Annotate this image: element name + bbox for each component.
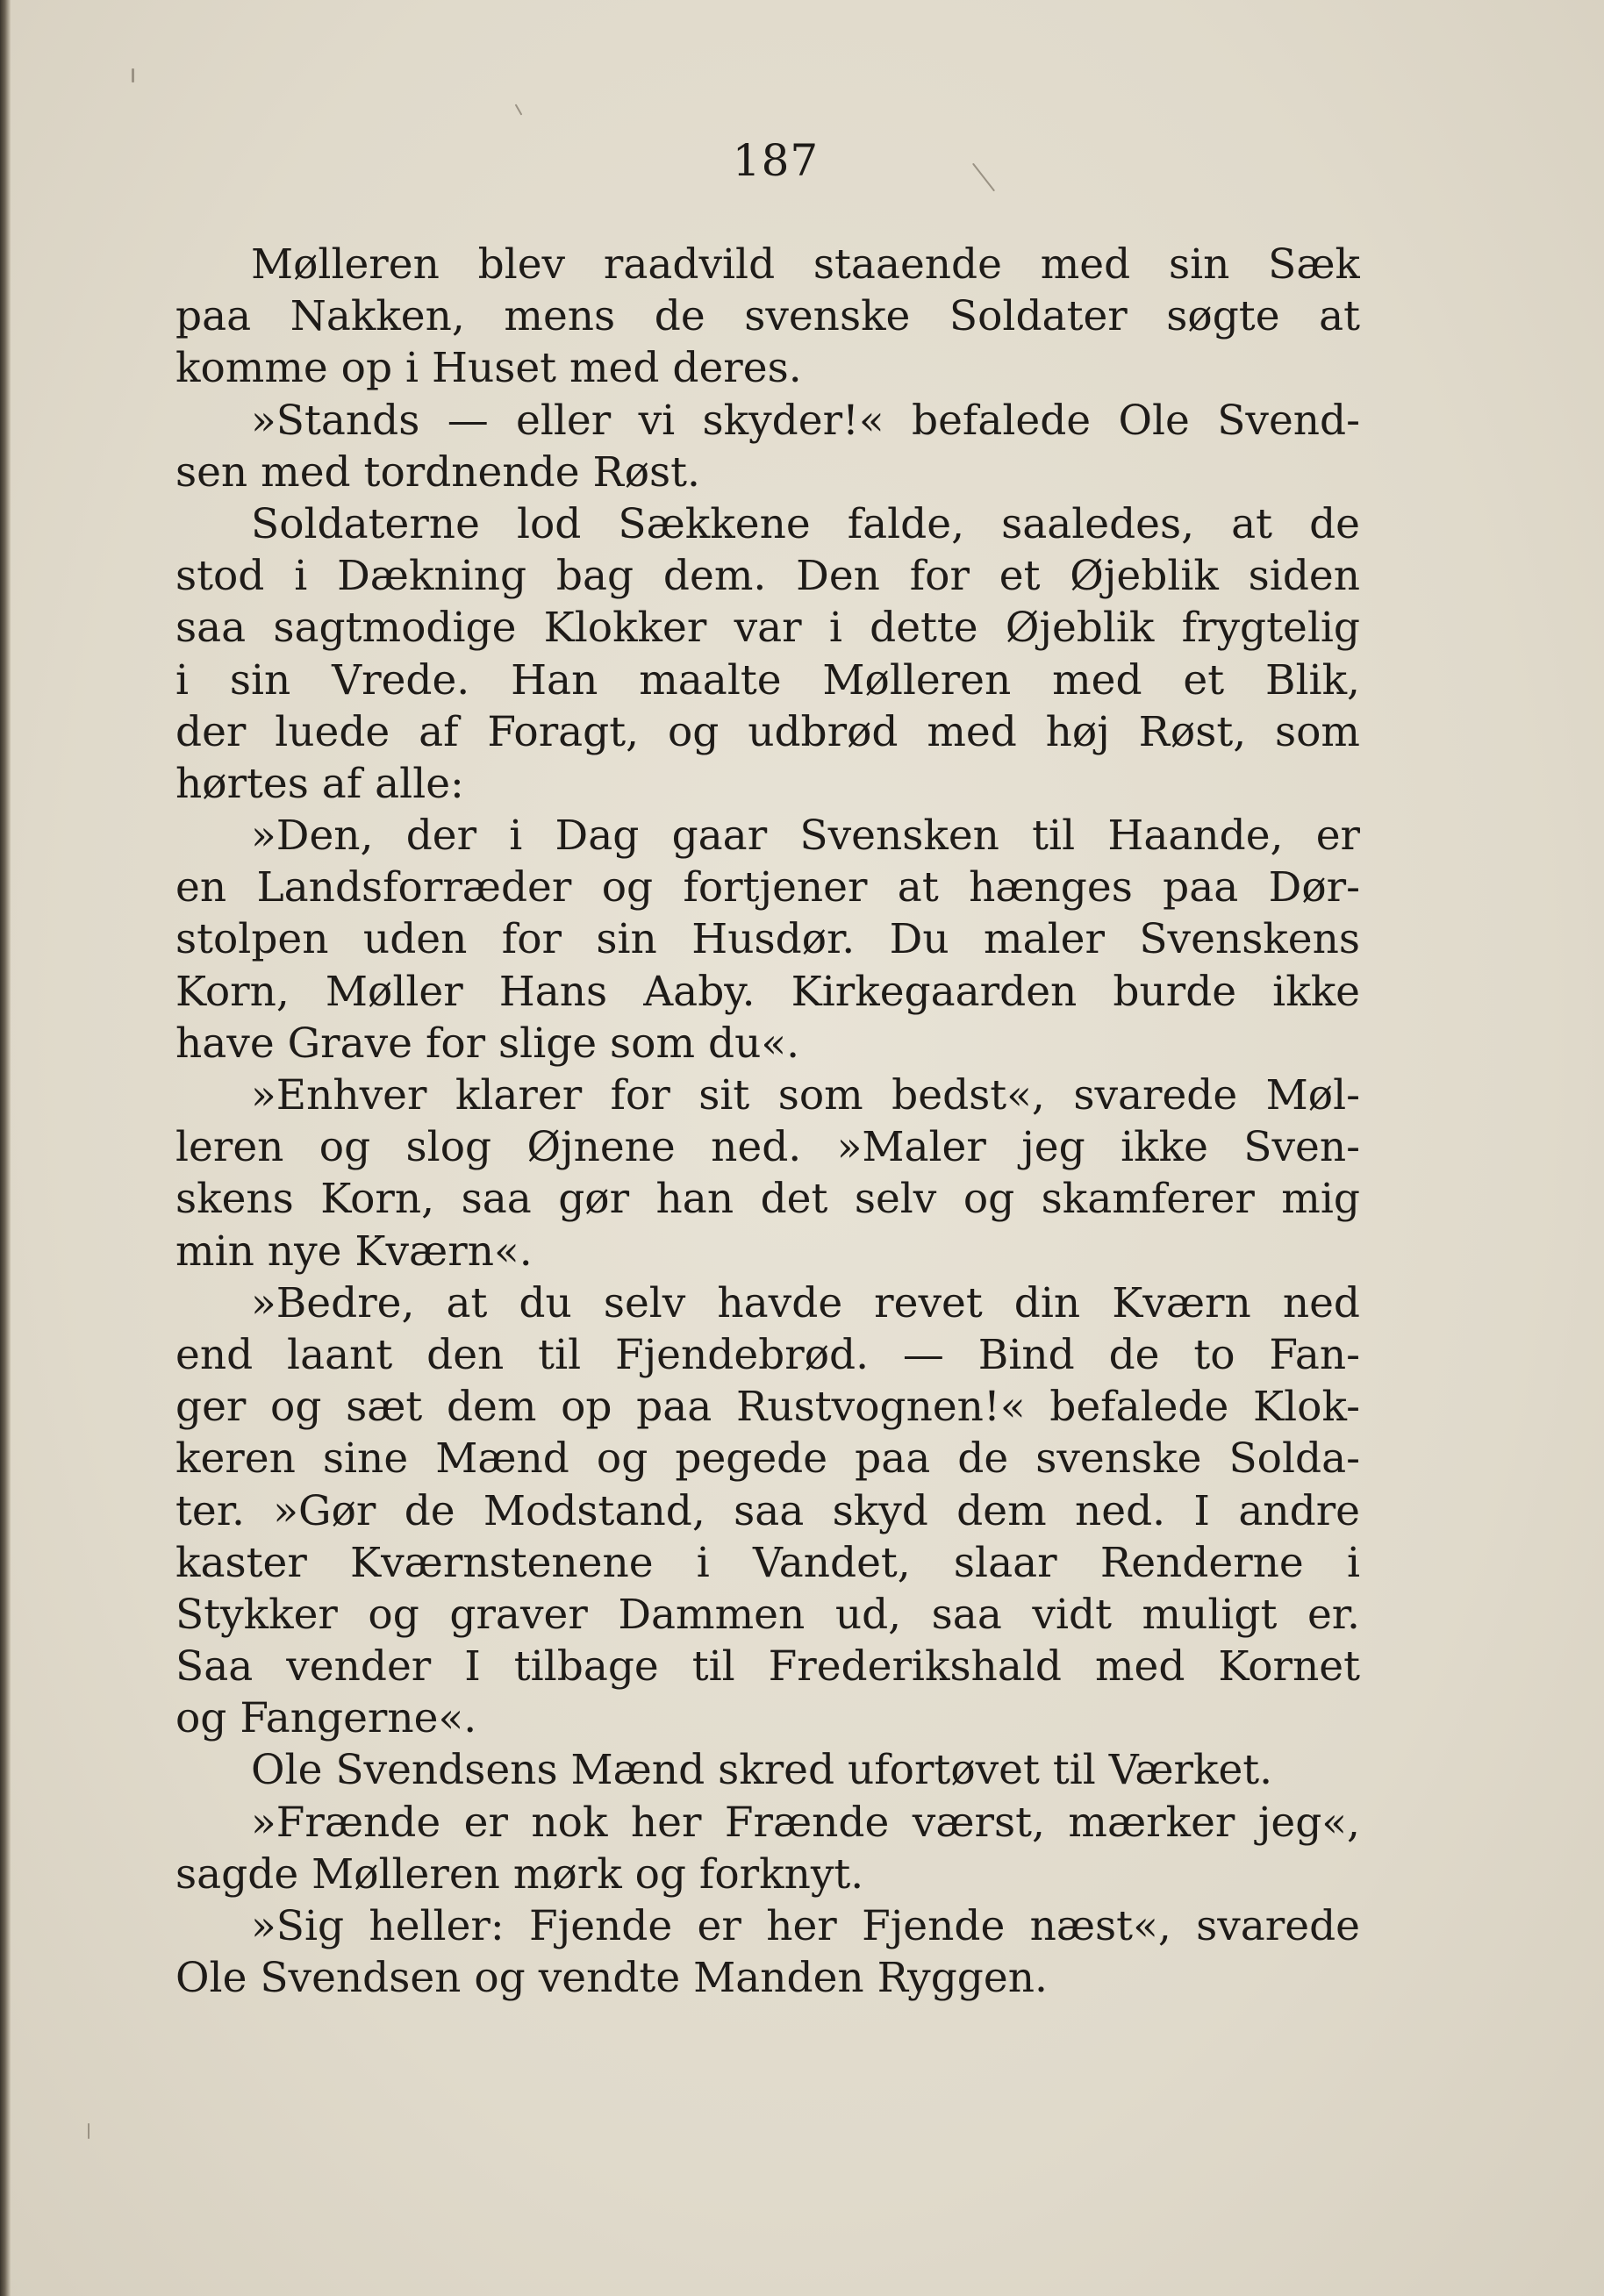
page-edge-shadow [0,0,11,2296]
text-line: hørtes af alle: [175,759,464,808]
text-line: i sin Vrede. Han maalte Mølleren med et Blik, [175,655,1360,705]
paragraph [175,1277,1360,1745]
paragraph [175,239,1360,395]
paper-speck [132,68,134,82]
page-number-text: 187 [732,135,820,186]
text-line: »Den, der i Dag gaar Svensken til Haande, er [251,812,1360,861]
paragraph [175,810,1360,1069]
text-line: Saa vender I tilbage til Frederikshald med Kornet [175,1642,1360,1692]
text-line: »Enhver klarer for sit som bedst«, svarede Møl- [251,1071,1360,1119]
text-line: Soldaterne lod Sækkene falde, saaledes, at de [251,499,1360,548]
text-line: ger og sæt dem op paa Rustvognen!« befalede Klok- [175,1383,1360,1432]
text-line: ter. »Gør de Modstand, saa skyd dem ned. I andre [175,1486,1360,1535]
text-line: end laant den til Fjendebrød. — Bind de to Fan- [175,1330,1360,1379]
text-line: paa Nakken, mens de svenske Soldater søgte at [175,292,1360,341]
text-line: saa sagtmodige Klokker var i dette Øjeblik frygtelig [175,604,1360,653]
paragraph [175,1797,1360,1900]
text-line: leren og slog Øjnene ned. »Maler jeg ikke Sven- [175,1123,1360,1172]
text-line: min nye Kværn«. [175,1227,533,1276]
text-line: Stykker og graver Dammen ud, saa vidt muligt er. [175,1590,1360,1639]
text-line: en Landsforræder og fortjener at hænges paa Dør- [175,863,1360,912]
paragraph [175,395,1360,498]
paragraph [175,498,1360,810]
text-line: »Frænde er nok her Frænde værst, mærker jeg«, [251,1798,1360,1847]
text-line: »Sig heller: Fjende er her Fjende næst«, svarede [251,1902,1360,1950]
paragraph [175,1069,1360,1277]
text-line: der luede af Foragt, og udbrød med høj Røst, som [175,707,1360,756]
paragraph [175,1744,1360,1796]
text-line: Ole Svendsen og vendte Manden Ryggen. [175,1954,1048,2003]
page-number [0,132,1604,190]
text-line: stod i Dækning bag dem. Den for et Øjeblik siden [175,552,1360,601]
text-line: komme op i Huset med deres. [175,344,802,393]
paper-speck [515,104,523,115]
text-line: Ole Svendsens Mænd skred ufortøvet til Værket. [251,1746,1273,1795]
text-line: stolpen uden for sin Husdør. Du maler Svenskens [175,915,1360,964]
text-line: sen med tordnende Røst. [175,447,700,497]
text-line: og Fangerne«. [175,1694,477,1743]
text-line: »Bedre, at du selv havde revet din Kværn ned [251,1278,1360,1327]
body-text [175,239,1360,2004]
text-line: »Stands — eller vi skyder!« befalede Ole Svend- [251,396,1360,445]
text-line: have Grave for slige som du«. [175,1019,800,1068]
paragraph [175,1900,1360,2004]
text-line: skens Korn, saa gør han det selv og skamferer mig [175,1175,1360,1224]
text-line: sagde Mølleren mørk og forknyt. [175,1849,864,1899]
text-line: Korn, Møller Hans Aaby. Kirkegaarden burde ikke [175,967,1360,1016]
text-line: Mølleren blev raadvild staaende med sin Sæk [251,240,1360,289]
text-line: keren sine Mænd og pegede paa de svenske Solda- [175,1434,1360,1484]
text-line: kaster Kværnstenene i Vandet, slaar Renderne i [175,1538,1360,1587]
paper-speck [88,2123,90,2139]
